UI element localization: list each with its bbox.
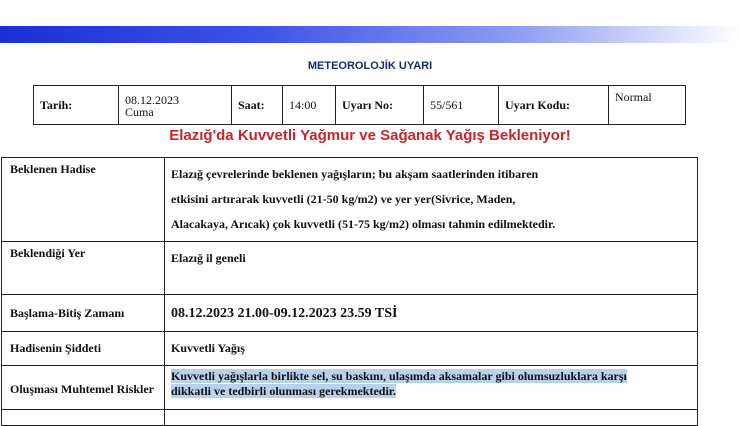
row-label: Oluşması Muhtemel Riskler	[2, 366, 165, 410]
table-row-partial	[2, 410, 698, 426]
row-value-line: 08.12.2023 21.00-09.12.2023 23.59 TSİ	[171, 305, 398, 321]
warning-code-value: Normal	[609, 86, 686, 125]
table-row-expected-place	[2, 242, 698, 295]
table-row-risks	[2, 366, 698, 410]
row-label: Başlama-Bitiş Zamanı	[2, 295, 165, 332]
day-value: Cuma	[125, 105, 154, 119]
table-row-start-end-time	[2, 295, 698, 332]
date-label: Tarih:	[34, 86, 119, 125]
row-value	[165, 332, 698, 366]
time-value: 14:00	[283, 86, 336, 125]
row-value-line	[171, 369, 691, 384]
row-value-line	[171, 384, 691, 399]
top-banner-bar	[0, 26, 740, 43]
row-value-line: Alacakaya, Arıcak) çok kuvvetli (51-75 kg/m2) olması tahmin edilmektedir.	[171, 217, 556, 231]
table-row-expected-event	[2, 158, 698, 242]
warning-headline: Elazığ'da Kuvvetli Yağmur ve Sağanak Yağış Bekleniyor!	[169, 127, 571, 144]
warning-no-value: 55/561	[424, 86, 499, 125]
warning-details-table	[1, 157, 698, 426]
warning-no-label: Uyarı No:	[336, 86, 424, 125]
row-label	[2, 410, 165, 426]
row-label: Hadisenin Şiddeti	[2, 332, 165, 366]
row-value-line: Elazığ çevrelerinde beklenen yağışların; bu akşam saatlerinden itibaren	[171, 167, 539, 181]
highlighted-text: Kuvvetli yağışlarla birlikte sel, su baskını, ulaşımda aksamalar gibi olumsuzluklara karşı	[171, 369, 627, 383]
document-title: METEOROLOJİK UYARI	[307, 60, 433, 72]
row-value	[165, 295, 698, 332]
highlighted-text: dikkatli ve tedbirli olunması gerekmektedir.	[171, 384, 397, 398]
date-cell	[119, 86, 232, 125]
row-value-line: etkisini artırarak kuvvetli (21-50 kg/m2) ve yer yer(Sivrice, Maden,	[171, 192, 516, 206]
info-row	[34, 86, 686, 125]
warning-code-label: Uyarı Kodu:	[499, 86, 609, 125]
row-value	[165, 158, 698, 242]
row-value-line: Kuvvetli Yağış	[171, 341, 245, 355]
info-table	[33, 85, 686, 125]
row-label: Beklenen Hadise	[2, 158, 165, 242]
row-value	[165, 410, 698, 426]
row-value	[165, 366, 698, 410]
date-value: 08.12.2023	[125, 93, 179, 107]
time-label: Saat:	[232, 86, 283, 125]
row-value	[165, 242, 698, 295]
row-label: Beklendiği Yer	[2, 242, 165, 295]
row-value-line: Elazığ il geneli	[171, 251, 246, 265]
table-row-severity	[2, 332, 698, 366]
